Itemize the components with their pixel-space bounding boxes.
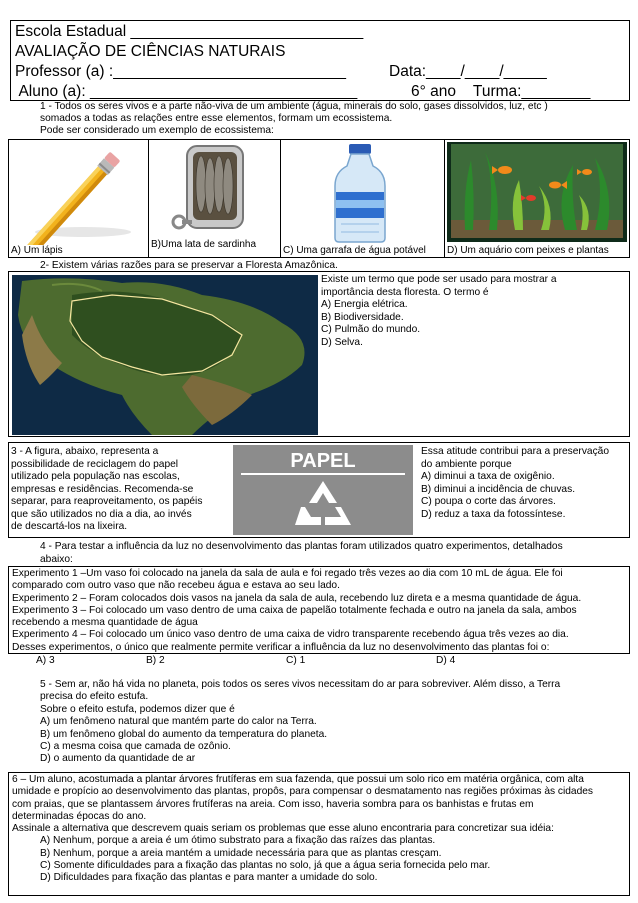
question-1-options [8,139,630,258]
option-water-bottle [281,140,445,257]
student-line: Aluno (a): _______________________________ [15,83,358,100]
question-5: 5 - Sem ar, não há vida no planeta, pois todos os seres vivos necessitam do ar para sobreviver. Além disso, a Terra precisa do efeito estufa. Sobre o efeito estufa, podemos dizer que é A) um fenômeno natural que mantém parte do calor na Terra. B) um fenômeno global do aumento da temperatura do planeta. C) a mesma coisa que camada de ozônio. D) o aumento da quantidade de ar [40,679,610,766]
amazon-map-image [12,275,318,435]
question-2-label: 2- Existem várias razões para se preservar a Floresta Amazônica. [40,260,338,271]
option-c-label: C) Uma garrafa de água potável [283,245,426,256]
option-b: B) Biodiversidade. [321,311,404,323]
option-d: D) Dificuldades para fixação das plantas e para manter a umidade do solo. [40,872,378,884]
option-a-label: A) Um lápis [11,245,63,256]
option-c: C) poupa o corte das árvores. [421,496,556,507]
option-a: A) Energia elétrica. [321,299,408,310]
teacher-date-line: Professor (a) :___________________________ Data:____/____/_____ [15,63,547,80]
option-a: A) 3 [36,655,55,666]
question-6-box: 6 – Um aluno, acostumada a plantar árvores frutíferas em sua fazenda, que possui um solo rico em matéria orgânica, com alta umidade e propício ao desenvolvimento das plantas, propôs, para compensar o desmatamento nas regiões próximas às cidades com praias, que se plantassem árvores frutíferas na areia. Com isso, haveria sombra para os banhistas e frutas em determinadas épocas do ano. Assinale a alternativa que descrevem quais seriam os problemas que esse aluno encontraria para concretizar sua idéia: A) Nenhum, porque a areia é um ótimo substrato para a fixação das raízes das plantas. B) Nenhum, porque a areia mantém a umidade necessária para que as plantas cresçam. C) Somente dificuldades para a fixação das plantas no solo, já que a água seria fornecida pelo mar. D) Dificuldades para fixação das plantas e para manter a umidade do solo. [8,772,630,896]
paper-sign-text: PAPEL [290,450,356,472]
option-c: C) 1 [286,655,306,666]
aquarium-image [445,140,629,244]
question-2-box [8,271,630,437]
option-b: B) Nenhum, porque a areia mantém a umidade necessária para que as plantas cresçam. [40,847,442,859]
option-d: D) o aumento da quantidade de ar [40,753,196,765]
question-4-intro: 4 - Para testar a influência da luz no desenvolvimento das plantas foram utilizados quatro experimentos, detalhados abaixo: [40,541,563,565]
question-3-box [8,442,630,538]
water-bottle-image [281,140,443,245]
option-aquarium [445,140,629,257]
exam-header [10,20,630,101]
grade-class-line: 6° ano Turma:________ [411,83,591,100]
option-b: B) diminui a incidência de chuvas. [421,483,576,495]
option-c: C) Pulmão do mundo. [321,324,421,335]
option-c: C) a mesma coisa que camada de ozônio. [40,741,231,753]
question-3-text: 3 - A figura, abaixo, representa a possibilidade de reciclagem do papel utilizado pela população nas escolas, empresas e residências. Recomenda-se separar, para reaproveitamento, os papéis que são utilizados no dia a dia, ao invés de descartá-los na lixeira. [11,446,203,532]
option-d: D) reduz a taxa da fotossíntese. [421,508,566,520]
sardine-can-image [149,140,279,240]
option-sardine-can [149,140,281,257]
option-d-label: D) Um aquário com peixes e plantas [447,245,609,256]
exam-title: AVALIAÇÃO DE CIÊNCIAS NATURAIS [15,43,286,60]
option-b: B) 2 [146,655,165,666]
option-a: A) diminui a taxa de oxigênio. [421,471,555,482]
option-a: A) um fenômeno natural que mantém parte do calor na Terra. [40,716,317,728]
paper-recycling-sign [233,445,413,535]
question-2-text: Existe um termo que pode ser usado para mostrar a importância desta floresta. O termo é A) Energia elétrica. B) Biodiversidade. C) Pulmão do mundo. D) Selva. [321,274,621,349]
question-3-answers: Essa atitude contribui para a preservação do ambiente porque A) diminui a taxa de oxigênio. B) diminui a incidência de chuvas. C) poupa o corte das árvores. D) reduz a taxa da fotossíntese. [421,446,627,521]
option-d: D) Selva. [321,336,363,348]
question-1-text: 1 - Todos os seres vivos e a parte não-viva de um ambiente (água, minerais do solo, gases dissolvidos, luz, etc ) somados a todas as relações entre esse elementos, formam um ecossistema. Pode ser considerado um exemplo de ecossistema: [40,101,548,136]
school-line: Escola Estadual ___________________________ [15,23,364,40]
option-b-label: B)Uma lata de sardinha [151,239,257,250]
option-d: D) 4 [436,655,456,666]
question-6-options [12,835,626,884]
option-b: B) um fenômeno global do aumento da temperatura do planeta. [40,728,328,740]
pencil-image [9,140,147,245]
option-a: A) Nenhum, porque a areia é um ótimo substrato para a fixação das raízes das plantas. [40,835,436,847]
option-pencil [9,140,149,257]
question-4-box: Experimento 1 –Um vaso foi colocado na janela da sala de aula e foi regado três vezes ao dia com 10 mL de água. Ele foi comparado com outro vaso que não recebeu água e estava ao seu lado. Experimento 2 – Foram colocados dois vasos na janela da sala de aula, recebendo luz direta e a mesma quantidade de água. Experimento 3 – Foi colocado um vaso dentro de uma caixa de papelão totalmente fechada e outro na janela da sala, ambos recebendo a mesma quantidade de água Experimento 4 – Foi colocado um único vaso dentro de uma caixa de vidro transparente recebendo água três vezes ao dia. Desses experimentos, o único que realmente permite verificar a influência da luz no desenvolvimento das plantas foi o: [8,566,630,654]
option-c: C) Somente dificuldades para a fixação das plantas no solo, já que a água seria fornecida pelo mar. [40,860,491,872]
